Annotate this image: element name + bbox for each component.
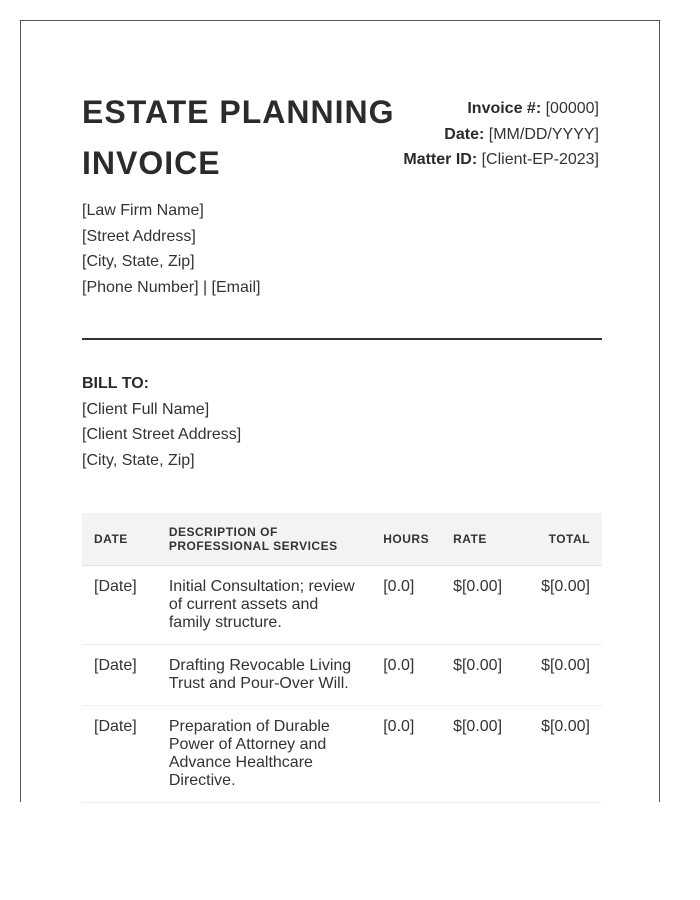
bill-to-label: BILL TO: [82, 375, 149, 392]
table-row [82, 566, 602, 645]
cell-total: $[0.00] [518, 645, 602, 706]
cell-hours: [0.0] [371, 645, 441, 706]
firm-street: [Street Address] [82, 227, 196, 245]
table-row [82, 706, 602, 803]
cell-rate: $[0.00] [441, 706, 518, 803]
cell-hours: [0.0] [371, 706, 441, 803]
invoice-page [20, 20, 660, 802]
cell-description: Preparation of Durable Power of Attorney and Advance Healthcare Directive. [157, 706, 371, 803]
firm-contact: [Phone Number] | [Email] [82, 278, 261, 296]
header-date: DATE [82, 513, 157, 566]
invoice-date [399, 122, 599, 148]
cell-total: $[0.00] [518, 566, 602, 645]
client-city: [City, State, Zip] [82, 451, 195, 469]
firm-city: [City, State, Zip] [82, 253, 195, 270]
header-total: TOTAL [518, 513, 602, 566]
firm-name: [Law Firm Name] [82, 202, 204, 219]
client-name: [Client Full Name] [82, 400, 210, 418]
invoice-date-label: Date: [444, 125, 485, 143]
cell-rate: $[0.00] [441, 645, 518, 706]
invoice-title: ESTATE PLANNING INVOICE [82, 94, 395, 181]
divider [82, 338, 602, 340]
cell-date: [Date] [82, 566, 157, 645]
header-hours: HOURS [371, 513, 441, 566]
cell-rate: $[0.00] [441, 566, 518, 645]
header-description: DESCRIPTION OF PROFESSIONAL SERVICES [157, 513, 371, 566]
table-row [82, 645, 602, 706]
cell-date: [Date] [82, 706, 157, 803]
invoice-number-label: Invoice #: [467, 100, 542, 117]
table-header-row [82, 513, 602, 566]
cell-hours: [0.0] [371, 566, 441, 645]
matter-id [399, 147, 599, 173]
invoice-number [399, 96, 599, 122]
invoice-meta [399, 96, 599, 173]
firm-address-block [82, 198, 260, 300]
cell-total: $[0.00] [518, 706, 602, 803]
cell-date: [Date] [82, 645, 157, 706]
matter-id-value: [Client-EP-2023] [481, 151, 599, 168]
client-street: [Client Street Address] [82, 426, 242, 443]
cell-description: Initial Consultation; review of current assets and family structure. [157, 566, 371, 645]
header-rate: RATE [441, 513, 518, 566]
invoice-number-value: [00000] [545, 100, 599, 117]
matter-id-label: Matter ID: [403, 151, 478, 168]
bill-to-block [82, 371, 241, 473]
services-table [82, 513, 602, 803]
cell-description: Drafting Revocable Living Trust and Pour-Over Will. [157, 645, 371, 706]
invoice-date-value: [MM/DD/YYYY] [488, 125, 599, 143]
